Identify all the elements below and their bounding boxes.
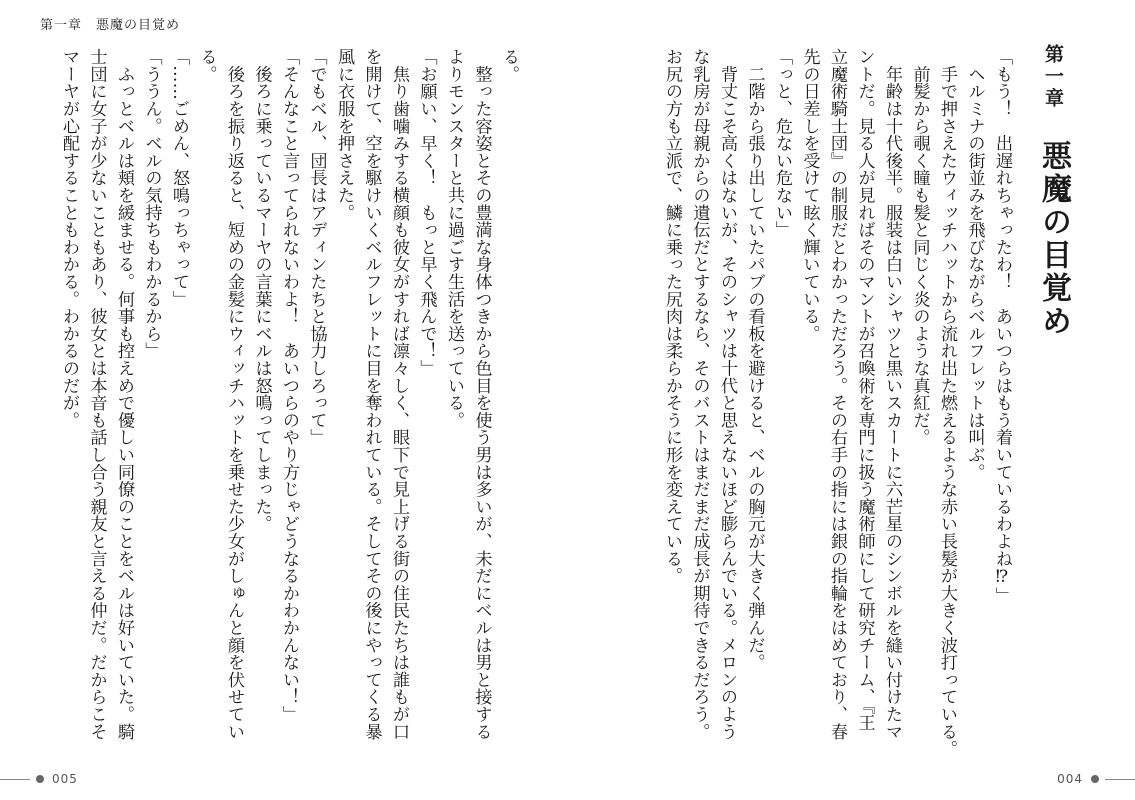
page-number: 004 (1057, 772, 1083, 786)
paragraph: ふっとベルは頬を緩ませる。何事も控えめで優しい同僚のことをベルは好いていた。騎 (114, 48, 134, 740)
paragraph: ヘルミナの街並みを飛びながらベルフレットは叫ぶ。 (964, 48, 985, 481)
paragraph: 二階から張り出していたパブの看板を避けると、ベルの胸元が大きく弾んだ。 (744, 48, 765, 671)
paragraph: 「でもベル、団長はアディンたちと協力しろって」 (306, 48, 327, 446)
right-page (568, 0, 1135, 800)
running-head: 第一章 悪魔の目覚め (40, 18, 181, 33)
paragraph: 立魔術騎士団』の制服だとわかっただろう。その右手の指には銀の指輪をはめており、春 (827, 48, 847, 740)
paragraph: る。 (196, 48, 217, 83)
paragraph: 手で押さえたウィッチハットから流れ出た燃えるような赤い長髪が大きく波打っている。 (937, 48, 957, 758)
paragraph: 「もう！ 出遅れちゃったわ！ あいつらはもう着いているわよね⁉」 (992, 48, 1012, 605)
paragraph: 風に衣服を押さえた。 (334, 48, 354, 221)
folio-rule (1105, 779, 1135, 780)
right-page-body (658, 48, 1016, 760)
paragraph: ントだ。見る人が見ればそのマントが召喚術を専門に扱う魔術師にして研究チーム、『王 (854, 48, 875, 732)
paragraph: お尻の方も立派で、鱗に乗った尻肉は柔らかそうに形を変えている。 (662, 48, 682, 585)
folio-rule (0, 779, 30, 780)
paragraph: よりモンスターと共に過ごす生活を送っている。 (444, 48, 464, 429)
paragraph: 年齢は十代後半。服装は白いシャツと黒いスカートに六芒星のシンボルを縫い付けたマ (882, 48, 902, 740)
paragraph: 後ろを振り返ると、短めの金髪にウィッチハットを乗せた少女がしゅんと顔を伏せてい (224, 48, 244, 740)
paragraph: 背丈こそ高くはないが、そのシャツは十代と思えないほど膨らんでいる。メロンのよう (717, 48, 737, 740)
paragraph: 士団に女子が少ないこともあり、彼女とは本音も話し合う親友と言える仲だ。だからこそ (86, 48, 107, 740)
page-number-right (1057, 770, 1135, 788)
paragraph: 後ろに乗っているマーヤの言葉にベルは怒鳴ってしまった。 (251, 48, 272, 533)
chapter-number: 第一章 (1042, 44, 1064, 110)
left-page (0, 0, 567, 800)
paragraph: 「ううん。ベルの気持ちもわかるから」 (141, 48, 162, 360)
paragraph: 「っと、危ない危ない」 (772, 48, 792, 239)
chapter-heading (1031, 44, 1075, 338)
page-number: 005 (52, 772, 78, 786)
paragraph: 前髪から覗く瞳も髪と同じく炎のような真紅だ。 (909, 48, 930, 446)
paragraph: 「お願い、早く！ もっと早く飛んで！」 (416, 48, 437, 377)
paragraph: 整った容姿とその豊満な身体つきから色目を使う男は多いが、未だにベルは男と接する (471, 48, 492, 740)
paragraph: 先の日差しを受けて眩く輝いている。 (799, 48, 820, 343)
page-number-left (0, 770, 78, 788)
paragraph: 「……ごめん、怒鳴っちゃって」 (169, 48, 189, 308)
paragraph: を開けて、空を駆けいくベルフレットに目を奪われている。そしてその後にやってくる暴 (361, 48, 382, 740)
paragraph: な乳房が母親からの遺伝だとするなら、そのバストはまだまだ成長が期待できるだろう。 (689, 48, 710, 740)
folio-dot-icon (1091, 775, 1099, 783)
paragraph: る。 (499, 48, 519, 83)
chapter-title: 悪魔の目覚め (1036, 140, 1071, 338)
paragraph: 焦り歯噛みする横顔も彼女がすれば凛々しく、眼下で見上げる街の住民たちは誰もが口 (389, 48, 409, 740)
folio-dot-icon (36, 775, 44, 783)
paragraph: 「そんなこと言ってられないわよ！ あいつらのやり方じゃどうなるかわかんない！」 (279, 48, 299, 723)
left-page-body (55, 48, 523, 760)
paragraph: マーヤが心配することもわかる。わかるのだが。 (59, 48, 79, 429)
